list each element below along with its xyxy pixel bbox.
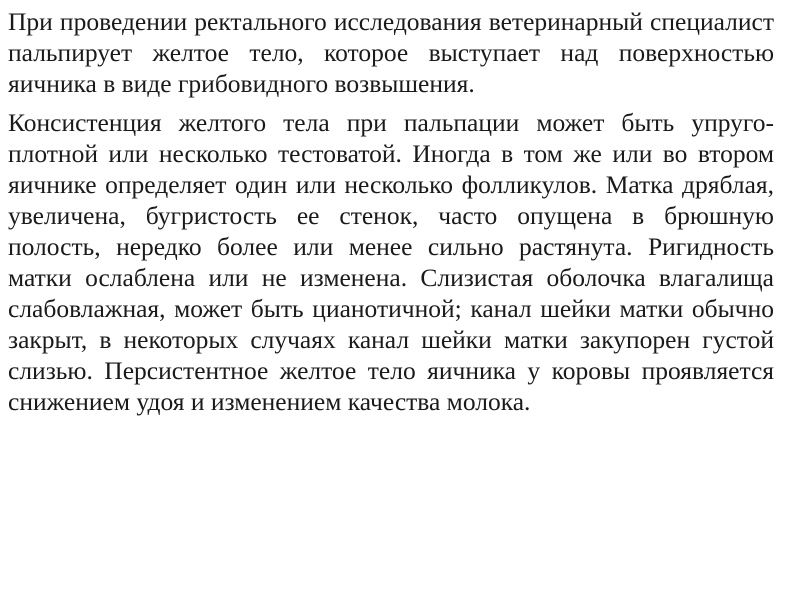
body-text bbox=[8, 6, 774, 417]
paragraph-rectal-exam: При проведении ректального исследования ветеринарный специалист пальпирует желтое тело, которое выступает над поверхностью яичника в виде грибовидного возвышения. bbox=[8, 7, 774, 98]
paragraph-consistency: Консистенция желтого тела при пальпации может быть упруго-плотной или несколько тестоватой. Иногда в том же или во втором яичнике определяет один или несколько фолликулов. Матка дряблая, увеличена, бугристость ее стенок, часто опущена в брюшную полость, нередко более или менее сильно растянута. Ригидность матки ослаблена или не изменена. Слизистая оболочка влагалища слабовлажная, может быть цианотичной; канал шейки матки обычно закрыт, в некоторых случаях канал шейки матки закупорен густой слизью. Персистентное желтое тело яичника у коровы проявляется снижением удоя и изменением качества молока. bbox=[8, 108, 774, 416]
